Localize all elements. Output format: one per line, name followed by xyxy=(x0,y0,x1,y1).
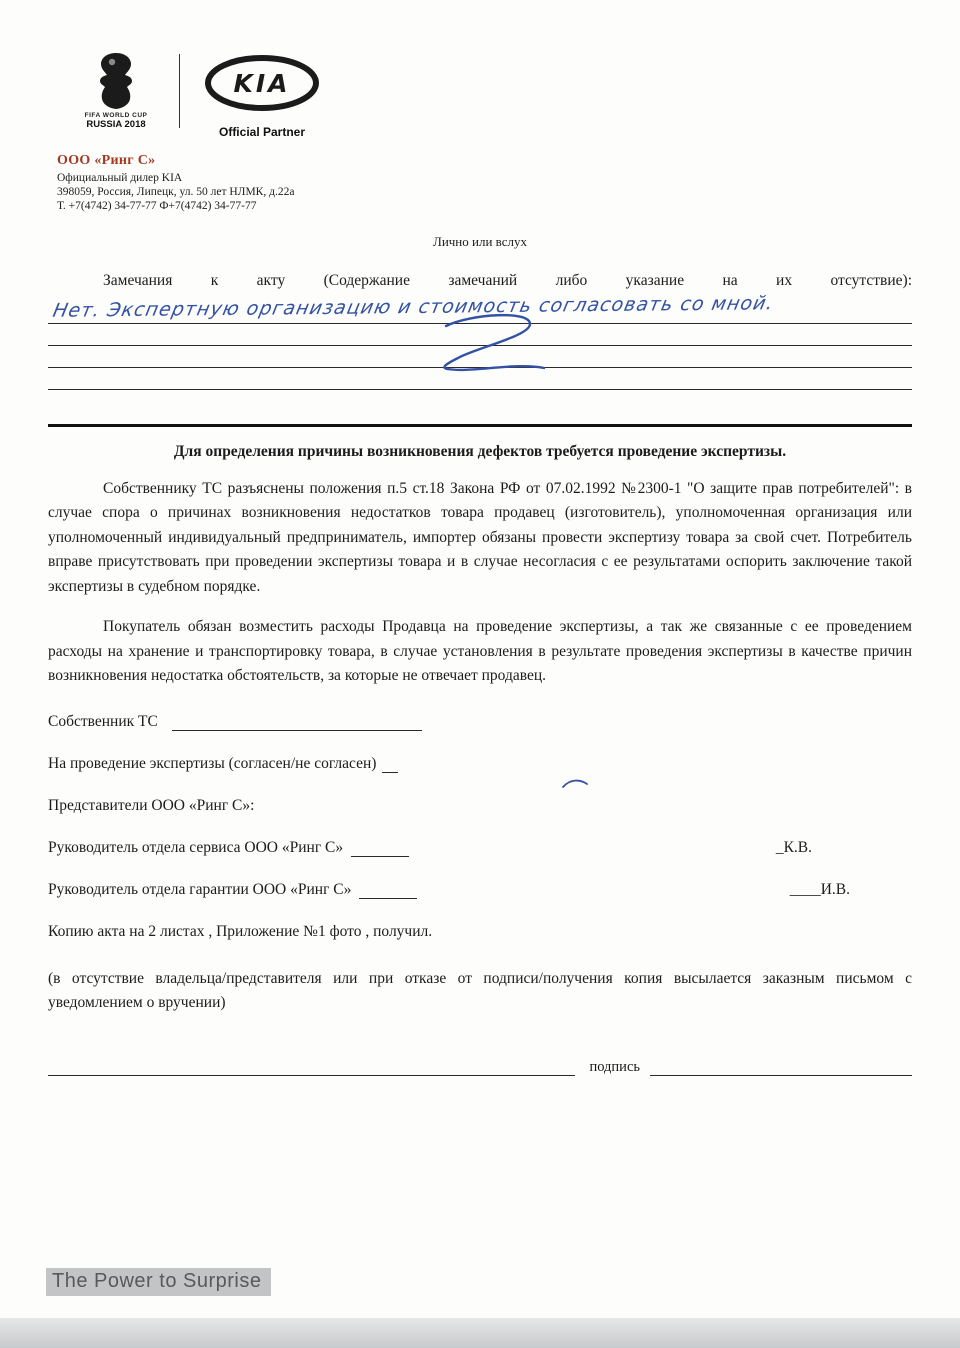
dealer-name: ООО «Ринг С» xyxy=(57,153,156,168)
logo-row xyxy=(77,52,912,139)
warranty-head-label: Руководитель отдела гарантии ООО «Ринг С» xyxy=(48,880,352,898)
dealer-address: 398059, Россия, Липецк, ул. 50 лет НЛМК, д.22а xyxy=(57,186,295,198)
representatives-label: Представители ООО «Ринг С»: xyxy=(48,796,255,814)
section-divider xyxy=(48,424,912,427)
agree-label: На проведение экспертизы (согласен/не согласен) xyxy=(48,754,377,772)
agree-row xyxy=(48,755,912,773)
warranty-head-initials: ____И.В. xyxy=(789,880,850,898)
fifa-logo-year: RUSSIA 2018 xyxy=(86,119,146,130)
personally-line: Лично или вслух xyxy=(433,234,527,249)
kia-logo-block xyxy=(204,52,320,139)
paragraph-consumer-law: Собственнику ТС разъяснены положения п.5 ст.18 Закона РФ от 07.02.1992 №2300-1 "О защите прав потребителей": в случае спора о причинах возникновения недостатков товара продавец (изготовитель), уполномоченная организация или уполномоченный индивидуальный предприниматель, импортер обязаны провести экспертизу товара за свой счет. Потребитель вправе присутствовать при проведении экспертизы товара и в случае несогласия с ее результатами оспорить заключение такой экспертизы в судебном порядке. xyxy=(48,480,912,595)
representatives-row xyxy=(48,797,912,815)
dealer-subtitle: Официальный дилер KIA xyxy=(57,172,183,184)
document-header xyxy=(0,0,960,212)
official-partner-label: Official Partner xyxy=(218,125,306,139)
kia-logo-text: KIA xyxy=(233,69,291,98)
signature-row xyxy=(48,1059,912,1076)
remarks-lines xyxy=(48,294,912,390)
absence-note: (в отсутствие владельца/представителя или при отказе от подписи/получения копия высылается заказным письмом с уведомлением о вручении) xyxy=(48,969,912,1011)
owner-label: Собственник ТС xyxy=(48,712,158,730)
signature-line-left xyxy=(48,1062,575,1076)
logo-divider xyxy=(179,54,180,128)
fifa-logo-text: FIFA WORLD CUP xyxy=(84,112,148,119)
expertise-title: Для определения причины возникновения дефектов требуется проведение экспертизы. xyxy=(173,443,787,460)
dealer-info xyxy=(57,153,912,212)
world-cup-trophy-icon xyxy=(93,52,139,110)
remarks-label: Замечания к акту (Содержание замечаний либо указание на их отсутствие): xyxy=(103,272,912,289)
copy-received-label: Копию акта на 2 листах , Приложение №1 фото , получил. xyxy=(48,922,433,940)
dealer-phone: Т. +7(4742) 34-77-77 Ф+7(4742) 34-77-77 xyxy=(57,200,257,212)
kia-logo-icon xyxy=(204,54,320,112)
document-body xyxy=(0,234,960,1076)
agree-answer-line xyxy=(382,759,398,773)
service-head-signature-line xyxy=(351,843,409,857)
service-head-initials: _К.В. xyxy=(775,838,812,856)
paragraph-buyer-obligation: Покупатель обязан возместить расходы Продавца на проведение экспертизы, а так же связанные с ее проведением расходы на хранение и транспортировку товара, в случае установления в результате проведения экспертизы в качестве причин возникновения недостатка обстоятельств, за которые не отвечает продавец. xyxy=(48,618,912,685)
owner-row xyxy=(48,713,912,731)
handwritten-tick-icon xyxy=(560,777,590,791)
signature-line-right xyxy=(650,1062,912,1076)
scan-edge-artifact xyxy=(0,1318,960,1348)
signature-label: подпись xyxy=(589,1058,640,1075)
copy-received-row xyxy=(48,923,912,941)
service-head-label: Руководитель отдела сервиса ООО «Ринг С» xyxy=(48,838,344,856)
owner-signature-line xyxy=(172,717,422,731)
handwritten-strike-icon xyxy=(418,312,568,384)
kia-slogan: The Power to Surprise xyxy=(46,1268,271,1296)
warranty-head-row xyxy=(48,881,912,899)
warranty-head-signature-line xyxy=(359,885,417,899)
fifa-world-cup-logo xyxy=(77,52,155,130)
handwritten-note: Нет. Экспертную организацию и стоимость согласовать со мной. xyxy=(50,292,776,322)
service-head-row xyxy=(48,839,912,857)
